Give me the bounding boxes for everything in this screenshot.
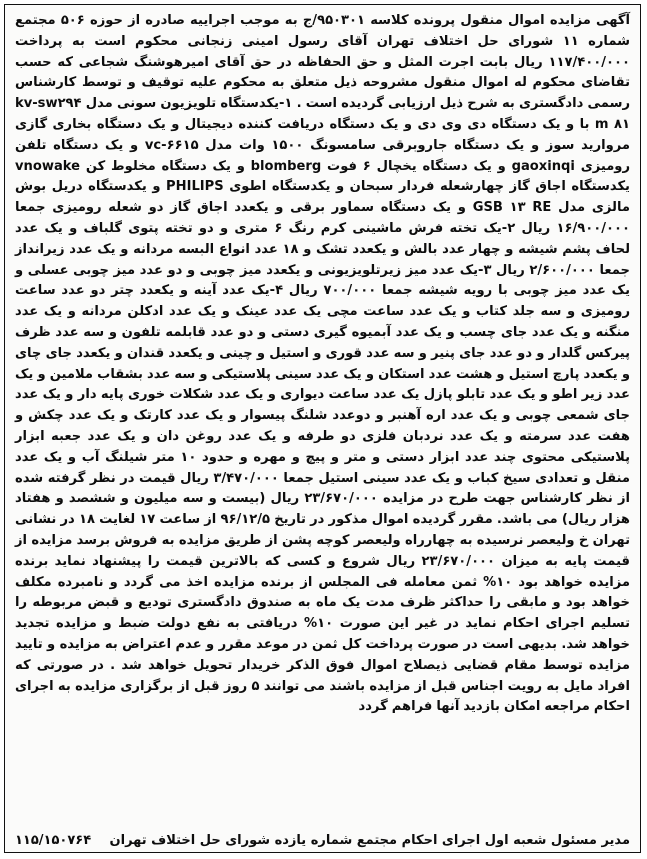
reference-number: ۱۱۵/۱۵۰۷۶۴ (15, 833, 92, 848)
notice-body-text: آگهی مزایده اموال منقول پرونده کلاسه ۹۵۰۳۰۱/ج به موجب اجراییه صادره از حوزه ۵۰۶ مجتمع شماره ۱۱ شورای حل اختلاف تهران آقای رسول امینی زنجانی محکوم است به پرداخت ۱۱۷/۴۰۰/۰۰۰ ریال بابت اجرت المثل و حق الحفاظه در حق آقای امیرهوشنگ شجاعی که حسب تقاضای محکوم له اموال منقول مشروحه ذیل متعلق به محکوم علیه توقیف و توسط کارشناس رسمی دادگستری به شرح ذیل ارزیابی گردیده است . ۱-یکدستگاه تلویزیون سونی مدل kv-sw۲۹۴ m ۸۱ با و یک دستگاه دی وی دی و یک دستگاه دریافت کننده دیجیتال و یک دستگاه بخاری گازی مروارید سوز و یک دستگاه جاروبرقی سامسونگ ۱۵۰۰ وات مدل vc-۶۶۱۵ و یک دستگاه تلفن رومیزی gaoxinqi و یک دستگاه یخچال ۶ فوت blomberg و یک دستگاه مخلوط کن vnowake یکدستگاه اجاق گاز چهارشعله فردار سبحان و یکدستگاه اطوی PHILIPS و یکدستگاه دریل بوش مالزی مدل GSB ۱۳ RE و یک دستگاه سماور برقی و یکعدد اجاق گاز دو شعله رومیزی جمعا ۱۶/۹۰۰/۰۰۰ ریال ۲-یک تخته فرش ماشینی کرم رنگ ۶ متری و دو تخته پتوی گلباف و یک عدد لحاف پشم شیشه و چهار عدد بالش و یکعدد تشک و ۱۸ عدد انواع البسه مردانه و یک عدد زیرانداز جمعا ۲/۶۰۰/۰۰۰ ریال ۳-یک عدد میز زیرتلویزیونی و یکعدد میز چوبی و دو عدد میز چوبی عسلی و یک عدد میز چوبی با رویه شیشه جمعا ۷۰۰/۰۰۰ ریال ۴-یک عدد آینه و یکعدد چتر دو عدد ساعت رومیزی و سه جلد کتاب و یک عدد ساعت مچی یک عدد عینک و یک عدد ادکلن مردانه و یک عدد منگنه و یک عدد جای چسب و یک عدد آبمیوه گیری دستی و دو عدد قابلمه تلفون و سه عدد ظرف پیرکس گلدار و دو عدد جای پنیر و سه عدد قوری و استیل و چینی و یکعدد قندان و یکعدد جای چای و یکعدد پارچ استیل و هشت عدد استکان و یک عدد سینی پلاستیکی و سه عدد بشقاب ملامین و یک عدد زیر اطو و یک عدد تابلو پازل یک عدد ساعت دیواری و یک عدد شکلات خوری پایه دار و یک عدد جای شمعی چوبی و یک عدد اره آهنبر و دوعدد شلنگ پیسوار و یک عدد کارتک و یک عدد چکش و هفت عدد سرمته و یک عدد نردبان فلزی دو طرفه و یک عدد روغن دان و یک عدد جعبه ابزار پلاستیکی محتوی چند عدد ابزار دستی و متر و پیچ و مهره و حدود ۱۰ متر شیلنگ آب و یک عدد منقل و تعدادی سیخ کباب و یک عدد سینی استیل جمعا ۳/۴۷۰/۰۰۰ ریال قیمت در نظر گرفته شده از نظر کارشناس جهت طرح در مزایده ۲۳/۶۷۰/۰۰۰ ریال (بیست و سه میلیون و ششصد و هفتاد هزار ریال) می باشد. مقرر گردیده اموال مذکور در تاریخ ۹۶/۱۲/۵ از ساعت ۱۷ لغایت ۱۸ در نشانی تهران خ ولیعصر نرسیده به چهارراه ولیعصر کوچه پشن از طریق مزایده به فروش برسد مزایده از قیمت پایه به میزان ۲۳/۶۷۰/۰۰۰ ریال شروع و کسی که بالاترین قیمت را پیشنهاد نماید برنده مزایده خواهد بود ۱۰% ثمن معامله فی المجلس از برنده مزایده اخذ می گردد و نامبرده مکلف خواهد بود و مابقی را حداکثر ظرف مدت یک ماه به صندوق دادگستری تودیع و قبض مربوطه را تسلیم اجرای احکام نماید در غیر این صورت ۱۰% دریافتی به نفع دولت ضبط و مزایده تجدید خواهد شد. بدیهی است در صورت پرداخت کل ثمن در موعد مقرر و عدم اعتراض به مزایده و تایید مزایده توسط مقام قضایی ذیصلاح اموال فوق الذکر خریدار تحویل خواهد شد . در صورتی که افراد مایل به رویت اجناس قبل از مزایده باشند می توانند ۵ روز قبل از برگزاری مزایده به اجرای احکام مراجعه امکان بازدید آنها فراهم گردد (15, 13, 631, 715)
notice-footer (15, 833, 630, 848)
legal-notice-box (4, 4, 641, 853)
issuer-signature: مدیر مسئول شعبه اول اجرای احکام مجتمع شماره یازده شورای حل اختلاف تهران (109, 833, 630, 848)
